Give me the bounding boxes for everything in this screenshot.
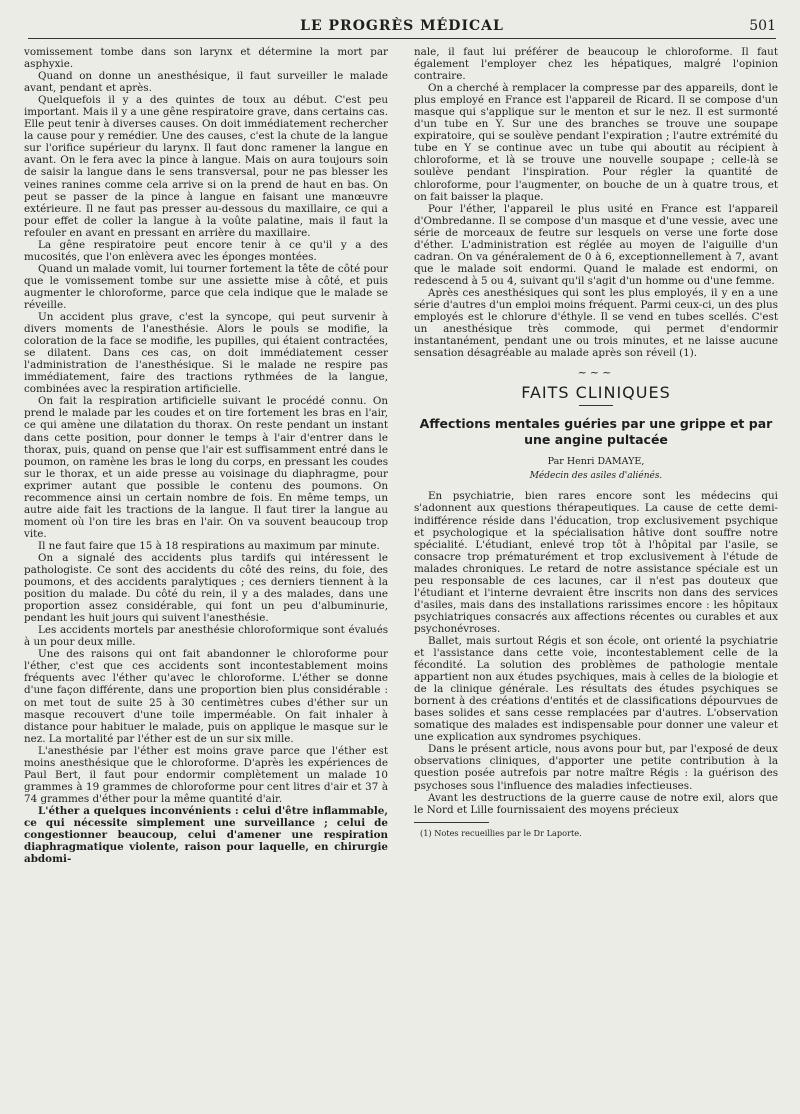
footnote: (1) Notes recueillies par le Dr Laporte. xyxy=(420,827,582,838)
paragraph: On a signalé des accidents plus tardifs qui intéressent le pathologiste. Ce sont des accidents du côté des reins, du foie, des poumons, et des accidents paralytiques ; ces derniers tiennent à la position du malade. Du côté du rein, il y a des malades, dans une proportion assez considérable, qui font un peu d'albuminurie, pendant les huit jours qui suivent l'anesthésie. xyxy=(24,551,388,625)
paragraph: vomissement tombe dans son larynx et détermine la mort par asphyxie. xyxy=(24,46,388,71)
section-title: FAITS CLINIQUES xyxy=(521,383,671,403)
paragraph: Un accident plus grave, c'est la syncope, qui peut survenir à divers moments de l'anesthésie. Alors le pouls se modifie, la coloration de la face se modifie, les pupilles, qui étaient contractées, se dilatent. Dans ces cas, on doit immédiatement cesser l'administration de l'anesthésique. Si le malade ne respire pas immédiatement, faire des tractions rythmées de la langue, combinées avec la respiration artificielle. xyxy=(24,311,388,396)
paragraph: Une des raisons qui ont fait abandonner le chloroforme pour l'éther, c'est que ces accidents sont incontestablement moins fréquents avec l'éther qu'avec le chloroforme. L'éther se donne d'une façon différente, dans une proportion bien plus considérable : on met tout de suite 25 à 30 centimètres cubes d'éther sur un masque recouvert d'une toile imperméable. On fait inhaler à distance pour habituer le malade, puis on applique le masque sur le nez. La mortalité par l'éther est de un sur six mille. xyxy=(24,648,388,745)
header-rule xyxy=(28,38,776,39)
paragraph: Il ne faut faire que 15 à 18 respirations au maximum par minute. xyxy=(38,539,380,552)
footnote-rule xyxy=(414,822,489,823)
paragraph: Avant les destructions de la guerre cause de notre exil, alors que le Nord et Lille fournissaient des moyens précieux xyxy=(414,791,778,816)
paragraph: Dans le présent article, nous avons pour but, par l'exposé de deux observations cliniques, d'apporter une petite contribution à la question posée autrefois par notre maître Régis : la guérison des psychoses sous l'influence des maladies infectieuses. xyxy=(414,743,778,792)
paragraph: Après ces anesthésiques qui sont les plus employés, il y en a une série d'autres d'un emploi moins fréquent. Parmi ceux-ci, un des plus employés est le chlorure d'éthyle. Il se vend en tubes scellés. C'est un anesthésique très commode, qui permet d'endormir instantanément, pendant une ou trois minutes, et ne laisse aucune sensation désagréable au malade après son réveil (1). xyxy=(414,286,778,360)
running-title: LE PROGRÈS MÉDICAL xyxy=(300,18,504,34)
paragraph: On fait la respiration artificielle suivant le procédé connu. On prend le malade par les coudes et on tire fortement les bras en l'air, ce qui amène une dilatation du thorax. On reste pendant un instant dans cette position, pour donner le temps à l'air d'entrer dans le thorax, puis, quand on pense que l'air est suffisamment entré dans le poumon, on ramène les bras le long du corps, en pressant les coudes sur le thorax, et un aide presse au voisinage du diaphragme, pour exprimer autant que possible le contenu des poumons. On recommence ainsi un certain nombre de fois. En même temps, un autre aide fait les tractions de la langue. Il faut tirer la langue au moment où l'on tire les bras en l'air. On va souvent beaucoup trop vite. xyxy=(24,395,388,540)
article-title: Affections mentales guéries par une grippe et par une angine pultacée xyxy=(419,416,773,448)
paragraph: Ballet, mais surtout Régis et son école, ont orienté la psychiatrie et l'assistance dans cette voie, incontestablement celle de la fécondité. La solution des problèmes de pathologie mentale appartient non aux études psychiques, mais à celles de la biologie et de la clinique générale. Les résultats des études psychiques se bornent à des créations d'entités et de classifications dépourvues de bases solides et sans cesse remplacées par d'autres. L'observation somatique des malades est indispensable pour donner une valeur et une explication aux syndromes psychiques. xyxy=(414,634,778,744)
article-affiliation: Médecin des asiles d'aliénés. xyxy=(529,471,663,482)
section-divider-ornament: ~~~ xyxy=(577,366,615,380)
paragraph: En psychiatrie, bien rares encore sont les médecins qui s'adonnent aux questions thérapeutiques. La cause de cette demi-indifférence réside dans l'éducation, trop exclusivement psychique et psychologique et la spécialisation hâtive dont souffre notre spécialité. L'étudiant, enlevé trop tôt à l'hôpital par l'asile, se consacre trop prématurément et trop exclusivement à l'étude de malades chroniques. Le retard de notre assistance spéciale est un peu responsable de ces lacunes, car il n'est pas douteux que l'étudiant et l'interne devraient être inscrits non dans des services d'asiles, mais dans des installations rarissimes encore : les hôpitaux psychiatriques consacrés aux affections récentes ou curables et aux psychonévroses. xyxy=(414,490,778,635)
left-column xyxy=(24,46,388,865)
page-header xyxy=(28,18,776,40)
paragraph: nale, il faut lui préférer de beaucoup le chloroforme. Il faut également l'employer chez les hépatiques, malgré l'opinion contraire. xyxy=(414,46,778,83)
paragraph: L'anesthésie par l'éther est moins grave parce que l'éther est moins anesthésique que le chloroforme. D'après les expériences de Paul Bert, il faut pour endormir complètement un malade 10 grammes à 19 grammes de chloroforme pour cent litres d'air et 37 à 74 grammes d'éther pour la même quantité d'air. xyxy=(24,744,388,805)
paragraph: Quand on donne un anesthésique, il faut surveiller le malade avant, pendant et après. xyxy=(24,70,388,95)
right-column xyxy=(414,46,778,839)
paragraph: Quelquefois il y a des quintes de toux au début. C'est peu important. Mais il y a une gêne respiratoire grave, dans certains cas. Elle peut tenir à diverses causes. On doit immédiatement rechercher la cause pour y remédier. Une des causes, c'est la chute de la langue sur l'orifice supérieur du larynx. Il faut donc ramener la langue en avant. On le fera avec la pince à langue. Mais on aura toujours soin de saisir la langue dans le sens transversal, pour ne pas blesser les veines ranines comme cela arrive si on la prend de haut en bas. On peut se passer de la pince à langue en faisant une manœuvre extérieure. Il ne faut pas presser au-dessous du maxillaire, ce qui a pour effet de coller la langue à la voûte palatine, mais il faut la refouler en avant en pressant en arrière du maxillaire. xyxy=(24,94,388,239)
paragraph: Les accidents mortels par anesthésie chloroformique sont évalués à un pour deux mille. xyxy=(24,624,388,649)
paragraph: Pour l'éther, l'appareil le plus usité en France est l'appareil d'Ombredanne. Il se compose d'un masque et d'une vessie, avec une série de morceaux de feutre sur lesquels on verse une forte dose d'éther. L'administration est réglée au moyen de l'aiguille d'un cadran. On va généralement de 0 à 6, exceptionnellement à 7, avant que le malade soit endormi. Quand le malade est endormi, on redescend à 5 ou 4, suivant qu'il s'agit d'un homme ou d'une femme. xyxy=(414,202,778,287)
paragraph: La gêne respiratoire peut encore tenir à ce qu'il y a des mucosités, que l'on enlèvera avec les éponges montées. xyxy=(24,238,388,263)
paragraph: On a cherché à remplacer la compresse par des appareils, dont le plus employé en France est l'appareil de Ricard. Il se compose d'un masque qui s'applique sur le menton et sur le nez. Il est surmonté d'un tube en Y. Sur une des branches se trouve une soupape expiratoire, qui se soulève pendant l'expiration ; l'autre extrémité du tube en Y se continue avec un tube qui aboutit au récipient à chloroforme, et là se trouve une nouvelle soupape ; celle-là se soulève pendant l'inspiration. Pour régler la quantité de chloroforme, pour l'augmenter, on bouche de un à quatre trous, et on fait baisser la plaque. xyxy=(414,82,778,203)
page-number: 501 xyxy=(749,18,776,34)
section-title-rule xyxy=(579,405,613,406)
paragraph: L'éther a quelques inconvénients : celui d'être inflammable, ce qui nécessite simplement une surveillance ; celui de congestionner beaucoup, celui d'amener une respiration diaphragmatique violente, raison pour laquelle, en chirurgie abdomi- xyxy=(24,804,388,866)
article-byline: Par Henri DAMAYE, xyxy=(547,456,645,468)
paragraph: Quand un malade vomit, lui tourner fortement la tête de côté pour que le vomissement tombe sur une assiette mise à côté, et puis augmenter le chloroforme, parce que cela indique que le malade se réveille. xyxy=(24,262,388,311)
